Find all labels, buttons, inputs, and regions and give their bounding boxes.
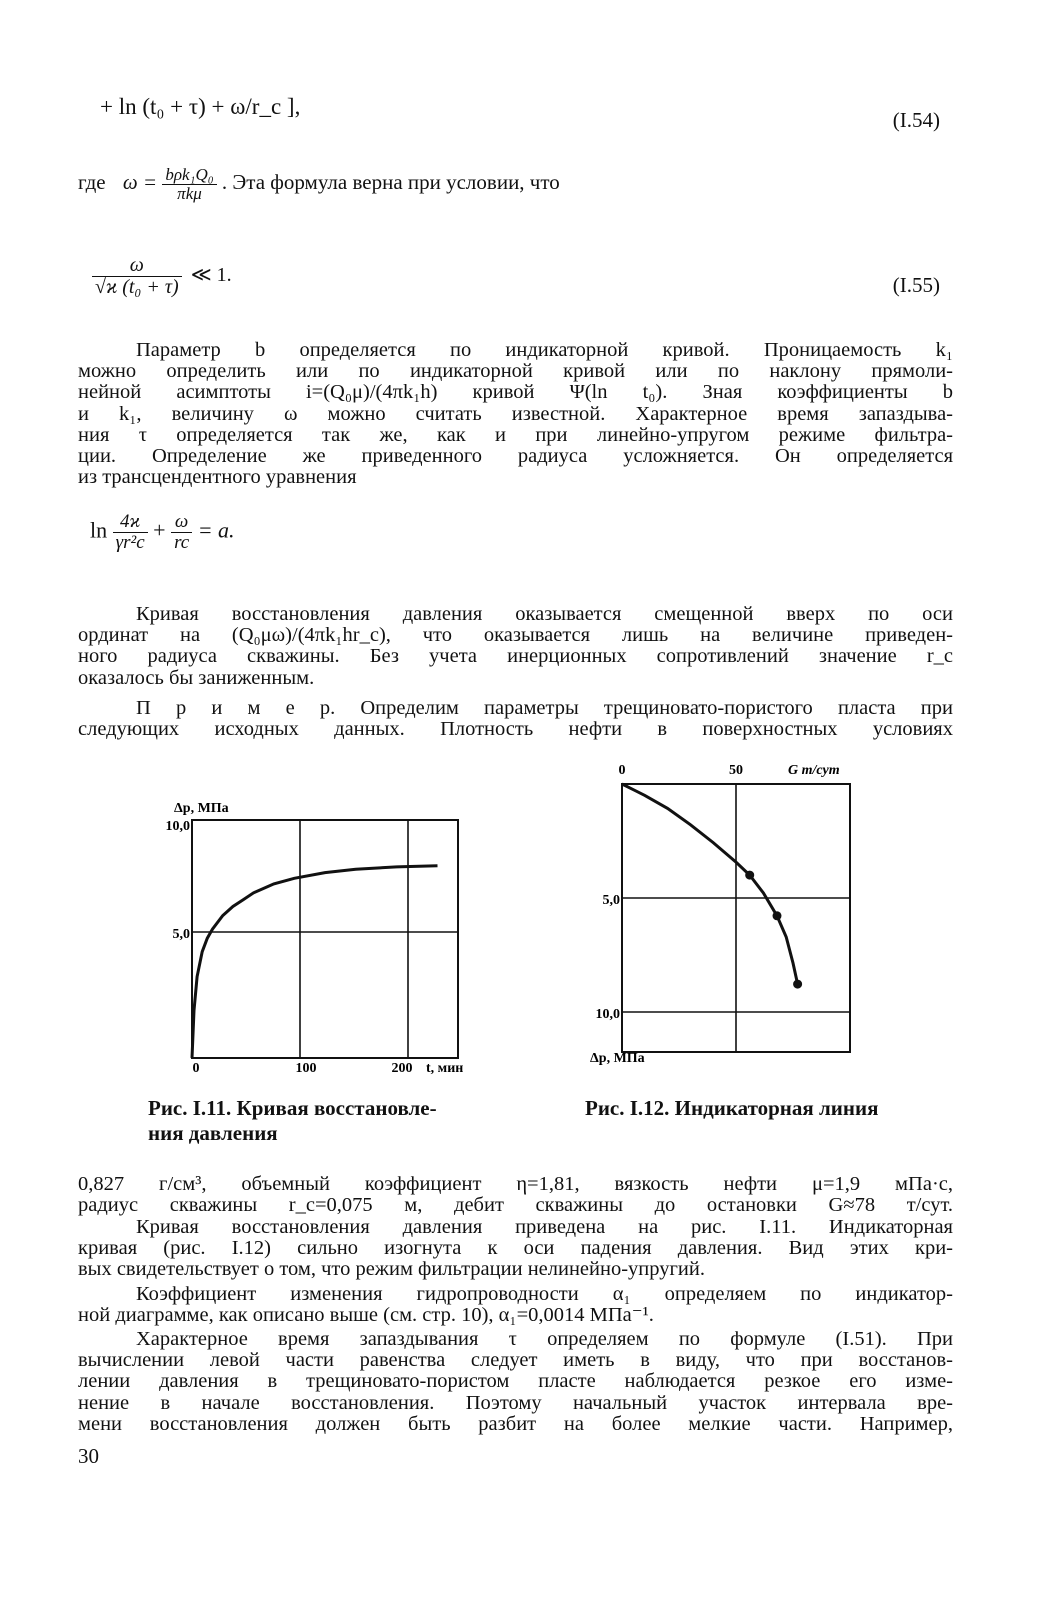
paragraph-2 [78,604,953,689]
fig12-data-point [793,980,802,989]
paragraph-3 [78,698,953,740]
fig12-data-point [773,911,782,920]
fig12-data-point [745,871,754,880]
paragraph-line: нение в начале восстановления. Поэтому начальный участок интервала вре- [78,1391,953,1414]
figure-1-12-chart [570,756,870,1076]
fig11-xlabel: t, мин [426,1061,464,1075]
paragraph-line: ции. Определение же приведенного радиуса усложняется. Он определяется [78,444,953,467]
transcend-fraction-1 [113,512,148,553]
figure-1-11-caption-line-1: Рис. I.11. Кривая восстановле- [148,1096,437,1120]
paragraph-line: из трансцендентного уравнения [78,466,357,489]
paragraph-line: следующих исходных данных. Плотность нефти в поверхностных условиях [78,718,953,741]
fig11-frame [192,820,458,1058]
paragraph-1 [78,340,953,488]
paragraph-line: ординат на (Q₀μω)/(4πk₁hr_c), что оказывается лишь на величине приведен- [78,624,953,647]
paragraph-line: ной диаграмме, как описано выше (см. стр. 10), α₁=0,0014 МПа⁻¹. [78,1304,654,1327]
figure-1-12-caption-line: Рис. I.12. Индикаторная линия [585,1096,879,1120]
paragraph-line: и k₁, величину ω можно считать известной. Характерное время запаздыва- [78,402,953,425]
paragraph-line: радиус скважины r_c=0,075 м, дебит скважины до остановки G≈78 т/сут. [78,1194,953,1217]
fig11-ytick-10: 10,0 [165,819,190,834]
omega-fraction-numerator: bρk₁Q₀ [162,166,216,185]
paragraph-5 [78,1217,953,1281]
transcend-fraction-1-denominator: γr²c [115,531,145,553]
paragraph-6 [78,1284,953,1326]
paragraph-line: мени восстановления должен быть разбит на более мелкие части. Например, [78,1412,953,1435]
paragraph-line: ния τ определяется так же, как и при линейно-упругом режиме фильтра- [78,423,953,446]
paragraph-line: Параметр b определяется по индикаторной кривой. Проницаемость k₁ [136,339,953,361]
equation-155 [92,255,232,298]
equation-154 [100,94,300,120]
transcend-ln: ln [90,517,108,543]
paragraph-line: нейной асимптоты i=(Q₀μ)/(4πk₁h) кривой Ψ(ln t₀). Зная коэффициенты b [78,381,953,404]
equation-154-text: + ln (t₀ + τ) + ω/r_c ], [100,94,301,119]
transcend-fraction-2 [171,512,192,553]
fig12-ytick-5: 5,0 [602,893,620,908]
where-prefix: где [78,170,106,195]
paragraph-line: вых свидетельствует о том, что режим фильтрации нелинейно-упругий. [78,1258,705,1281]
omega-fraction-denominator: πkμ [177,183,202,203]
omega-fraction [162,166,216,203]
equation-155-rhs: ≪ 1. [190,264,232,287]
paragraph-line: вычислении левой части равенства следует иметь в виду, что при восстанов- [78,1349,953,1372]
fig11-xtick-100: 100 [295,1061,317,1075]
fig11-pressure-recovery-curve [192,866,438,1058]
fig12-ylabel: Δp, МПа [590,1051,645,1066]
paragraph-line: Кривая восстановления давления оказывается смещенной вверх по оси [136,603,953,625]
equation-155-denominator: √ϰ (t₀ + τ) [95,276,179,298]
paragraph-line: Кривая восстановления давления приведена на рис. I.11. Индикаторная [136,1216,953,1238]
transcend-rhs: = a. [197,517,235,543]
equation-155-number: (I.55) [892,273,940,297]
equation-155-numerator: ω [92,255,182,277]
figure-1-11-chart [140,790,520,1075]
validity-condition-text: . Эта формула верна при условии, что [221,170,560,195]
fig11-xtick-200: 200 [391,1061,413,1075]
fig11-ylabel: Δp, МПа [174,801,229,816]
figure-1-11-caption-line-2: ния давления [148,1121,278,1145]
fig12-xtick-0: 0 [618,763,626,778]
transcendental-equation [90,512,235,553]
paragraph-line: кривая (рис. I.12) сильно изогнута к оси падения давления. Вид этих кри- [78,1237,953,1260]
paragraph-line: 0,827 г/см³, объемный коэффициент η=1,81, вязкость нефти μ=1,9 мПа·с, [78,1173,953,1195]
paragraph-line: лении давления в трещиновато-пористом пласте наблюдается резкое его изме- [78,1370,953,1393]
fig11-xtick-0: 0 [192,1061,200,1075]
figure-1-11-caption [148,1096,437,1146]
paragraph-line: оказалось бы заниженным. [78,666,315,689]
transcend-fraction-1-numerator: 4ϰ [113,512,148,533]
paragraph-line: Коэффициент изменения гидропроводности α₁ определяем по индикатор- [136,1283,953,1305]
omega-lhs: ω = [122,170,158,195]
paragraph-4 [78,1174,953,1216]
omega-definition [78,166,560,203]
page-number: 30 [78,1444,99,1468]
fig12-indicator-curve [622,784,798,984]
transcend-fraction-2-denominator: rc [174,531,190,553]
fig11-ytick-5: 5,0 [172,927,190,942]
equation-155-fraction [92,255,182,298]
paragraph-line: можно определить или по индикаторной кривой или по наклону прямоли- [78,360,953,383]
equation-154-number: (I.54) [892,108,940,132]
figure-1-12-caption [585,1096,878,1121]
transcend-fraction-2-numerator: ω [171,512,192,533]
transcend-plus: + [153,517,166,543]
fig12-xtick-50: 50 [729,763,743,778]
paragraph-line: П р и м е р. Определим параметры трещиновато-пористого пласта при [136,697,953,719]
paragraph-line: Характерное время запаздывания τ определяем по формуле (I.51). При [136,1328,953,1350]
fig12-ytick-10: 10,0 [595,1007,620,1022]
fig12-xlabel: G т/сут [788,763,840,778]
paragraph-7 [78,1329,953,1435]
paragraph-line: ного радиуса скважины. Без учета инерционных сопротивлений значение r_c [78,645,953,668]
